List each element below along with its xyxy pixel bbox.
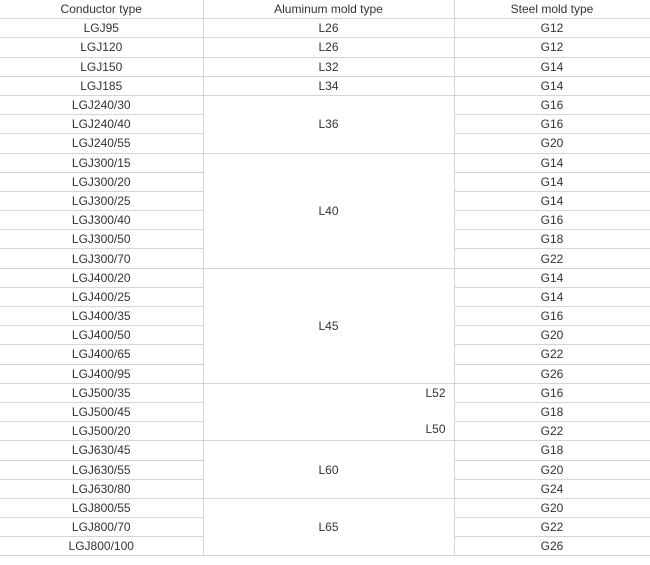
steel-mold-type-cell: G14 — [454, 191, 650, 210]
table-row — [0, 38, 650, 57]
conductor-type-cell: LGJ400/95 — [0, 364, 203, 383]
steel-mold-type-cell: G14 — [454, 287, 650, 306]
aluminum-mold-cell: L32 — [203, 57, 454, 76]
conductor-type-cell: LGJ400/50 — [0, 326, 203, 345]
table-row — [0, 383, 650, 402]
steel-mold-type-cell: G20 — [454, 134, 650, 153]
steel-mold-type-cell: G16 — [454, 211, 650, 230]
steel-mold-type-cell: G22 — [454, 345, 650, 364]
steel-mold-type-cell: G16 — [454, 383, 650, 402]
aluminum-mold-cell: L26 — [203, 19, 454, 38]
aluminum-mold-cell: L36 — [203, 95, 454, 153]
steel-mold-type-cell: G14 — [454, 76, 650, 95]
conductor-type-cell: LGJ630/55 — [0, 460, 203, 479]
conductor-type-cell: LGJ400/25 — [0, 287, 203, 306]
conductor-type-cell: LGJ630/45 — [0, 441, 203, 460]
table-row — [0, 76, 650, 95]
conductor-type-cell: LGJ95 — [0, 19, 203, 38]
steel-mold-type-cell: G14 — [454, 153, 650, 172]
steel-mold-type-cell: G18 — [454, 441, 650, 460]
aluminum-mold-value: L50 — [425, 422, 446, 437]
conductor-type-cell: LGJ400/65 — [0, 345, 203, 364]
conductor-type-cell: LGJ400/35 — [0, 307, 203, 326]
steel-mold-type-cell: G18 — [454, 230, 650, 249]
conductor-type-cell: LGJ300/15 — [0, 153, 203, 172]
conductor-type-cell: LGJ630/80 — [0, 479, 203, 498]
steel-mold-type-cell: G22 — [454, 518, 650, 537]
conductor-type-cell: LGJ185 — [0, 76, 203, 95]
steel-mold-type-cell: G16 — [454, 115, 650, 134]
conductor-type-cell: LGJ800/70 — [0, 518, 203, 537]
conductor-type-cell: LGJ120 — [0, 38, 203, 57]
conductor-type-cell: LGJ240/55 — [0, 134, 203, 153]
conductor-type-cell: LGJ500/35 — [0, 383, 203, 402]
header-steel-mold-type: Steel mold type — [454, 0, 650, 19]
table-row — [0, 498, 650, 517]
aluminum-mold-cell: L26 — [203, 38, 454, 57]
conductor-type-cell: LGJ300/20 — [0, 172, 203, 191]
steel-mold-type-cell: G24 — [454, 479, 650, 498]
steel-mold-type-cell: G16 — [454, 95, 650, 114]
steel-mold-type-cell: G14 — [454, 268, 650, 287]
conductor-type-cell: LGJ500/45 — [0, 402, 203, 421]
steel-mold-type-cell: G22 — [454, 249, 650, 268]
conductor-type-cell: LGJ500/20 — [0, 422, 203, 441]
aluminum-mold-cell — [203, 383, 454, 441]
header-row — [0, 0, 650, 19]
table-row — [0, 19, 650, 38]
steel-mold-type-cell: G14 — [454, 172, 650, 191]
table-row — [0, 441, 650, 460]
table-row — [0, 268, 650, 287]
steel-mold-type-cell: G20 — [454, 460, 650, 479]
steel-mold-type-cell: G20 — [454, 498, 650, 517]
steel-mold-type-cell: G20 — [454, 326, 650, 345]
steel-mold-type-cell: G12 — [454, 38, 650, 57]
steel-mold-type-cell: G22 — [454, 422, 650, 441]
steel-mold-type-cell: G14 — [454, 57, 650, 76]
aluminum-mold-cell: L65 — [203, 498, 454, 556]
aluminum-mold-value: L52 — [425, 385, 446, 400]
conductor-type-cell: LGJ800/100 — [0, 537, 203, 556]
conductor-type-cell: LGJ240/30 — [0, 95, 203, 114]
steel-mold-type-cell: G16 — [454, 307, 650, 326]
steel-mold-type-cell: G12 — [454, 19, 650, 38]
table-row — [0, 57, 650, 76]
conductor-type-cell: LGJ240/40 — [0, 115, 203, 134]
table-row — [0, 95, 650, 114]
conductor-type-cell: LGJ400/20 — [0, 268, 203, 287]
aluminum-mold-cell: L45 — [203, 268, 454, 383]
conductor-type-cell: LGJ300/50 — [0, 230, 203, 249]
aluminum-mold-cell: L34 — [203, 76, 454, 95]
conductor-type-cell: LGJ800/55 — [0, 498, 203, 517]
aluminum-mold-cell: L60 — [203, 441, 454, 499]
table-row — [0, 153, 650, 172]
conductor-type-cell: LGJ150 — [0, 57, 203, 76]
steel-mold-type-cell: G18 — [454, 402, 650, 421]
steel-mold-type-cell: G26 — [454, 364, 650, 383]
conductor-type-cell: LGJ300/70 — [0, 249, 203, 268]
header-aluminum-mold-type: Aluminum mold type — [203, 0, 454, 19]
aluminum-mold-cell: L40 — [203, 153, 454, 268]
conductor-type-cell: LGJ300/25 — [0, 191, 203, 210]
steel-mold-type-cell: G26 — [454, 537, 650, 556]
conductor-type-cell: LGJ300/40 — [0, 211, 203, 230]
header-conductor-type: Conductor type — [0, 0, 203, 19]
